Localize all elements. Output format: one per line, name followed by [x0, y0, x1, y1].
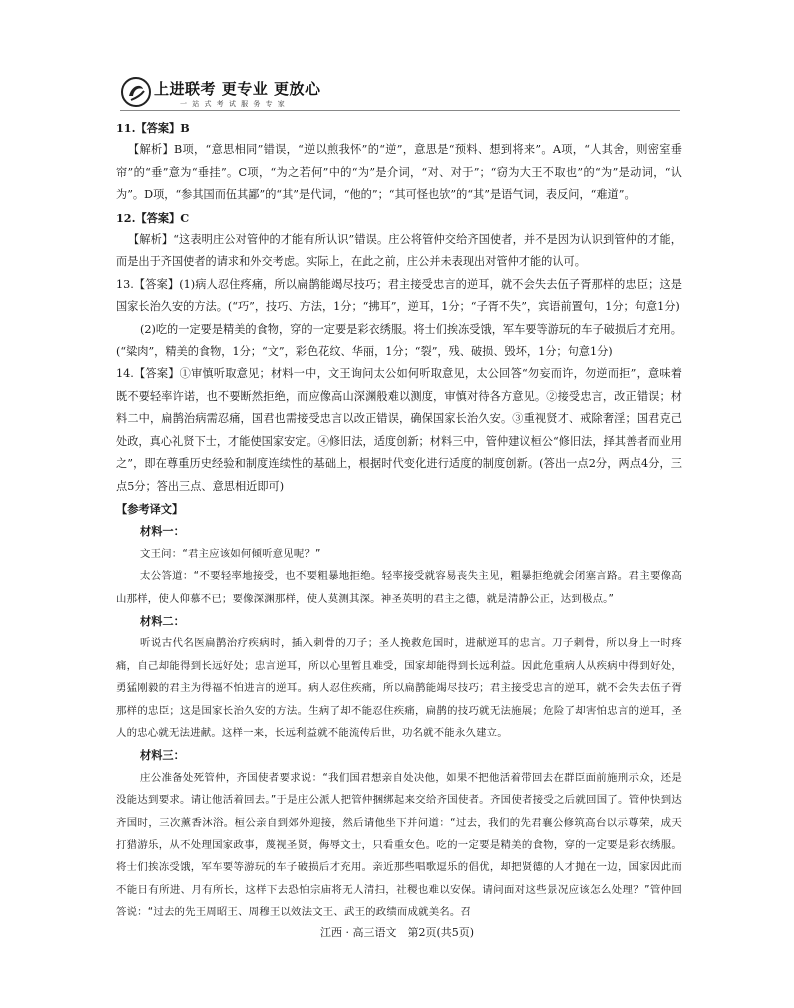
header-divider	[120, 110, 680, 111]
q14-answer: 14.【答案】①审慎听取意见；材料一中，文王询问太公如何听取意见，太公回答“勿妄而许，勿逆而拒”，意味着既不要轻率许诺，也不要断然拒绝，而应像高山深渊般难以测度，审慎对待各方意见。②接受忠言，改正错误；材料二中，扁鹊治病需忍痛，国君也需接受忠言以改正错误，确保国家长治久安。③重视贤才、戒除奢淫；国君克己处政，真心礼贤下士，才能使国家安定。④修旧法，适度创新；材料三中，管仲建议桓公“修旧法，择其善者而业用之”，即在尊重历史经验和制度连续性的基础上，根据时代变化进行适度的制度创新。(答出一点2分，两点4分，三点5分；答出三点、意思相近即可)	[116, 367, 682, 493]
material-1-para-1: 文王问：“君主应该如何倾听意见呢？”	[140, 547, 321, 560]
material-1-title: 材料一：	[140, 524, 185, 539]
brand-slogan: 上进联考 更专业 更放心	[154, 80, 321, 98]
translation-title: 【参考译文】	[116, 501, 184, 516]
q13-answer-2: (2)吃的一定要是精美的食物，穿的一定要是彩衣绣服。将士们挨冻受饿，军车要等游玩的车子破损后才充用。(“粱肉”，精美的食物，1分；“文”，彩色花纹、华丽，1分；“裂”，残、破损、毁坏，1分；句意1分)	[116, 322, 682, 359]
q11-analysis: 【解析】B项，“意思相同”错误，“逆以煎我怀”的“逆”，意思是“预料、想到将来”。A项，“人其舍，则密室垂帘”的“垂”意为“垂挂”。C项，“为之若何”中的“为”是介词，“对、对于”；“窃为大王不取也”的“为”是动词，“认为”。D项，“参其国而伍其鄙”的“其”是代词，“他的”；“其可怪也欤”的“其”是语气词，表反问，“难道”。	[116, 143, 682, 202]
logo-icon	[120, 76, 152, 108]
material-3-title: 材料三：	[140, 748, 185, 763]
q11-answer: 11.【答案】B	[116, 121, 190, 135]
material-2-title: 材料二：	[140, 613, 185, 628]
q13-answer-1: 13.【答案】(1)病人忍住疼痛，所以扁鹊能竭尽技巧；君主接受忠言的逆耳，就不会失去伍子胥那样的忠臣；这是国家长治久安的方法。(“巧”，技巧、方法，1分；“拂耳”，逆耳，1分；“子胥不失”，宾语前置句，1分；句意1分)	[116, 277, 682, 314]
q12-analysis: 【解析】“这表明庄公对管仲的才能有所认识”错误。庄公将管仲交给齐国使者，并不是因为认识到管仲的才能，而是出于齐国使者的请求和外交考虑。实际上，在此之前，庄公并未表现出对管仲才能的认可。	[116, 233, 682, 269]
material-1-para-2: 太公答道：“不要轻率地接受，也不要粗暴地拒绝。轻率接受就容易丧失主见，粗暴拒绝就会闭塞言路。君主要像高山那样，使人仰慕不已；要像深渊那样，使人莫测其深。神圣英明的君主之德，就是清静公正，达到极点。”	[116, 570, 682, 605]
q12-answer: 12.【答案】C	[116, 210, 190, 225]
material-2-para-1: 听说古代名医扁鹊治疗疾病时，插入刺骨的刀子；圣人挽救危国时，进献逆耳的忠言。刀子刺骨，所以身上一时疼痛，自己却能得到长远好处；忠言逆耳，所以心里暂且难受，国家却能得到长远利益。因此危重病人从疾病中得到好处，勇猛刚毅的君主为得福不怕进言的逆耳。病人忍住疾痛，所以扁鹊能竭尽技巧；君主接受忠言的逆耳，就不会失去伍子胥那样的忠臣；这是国家长治久安的方法。生病了却不能忍住疾痛，扁鹊的技巧就无法施展；危险了却害怕忠言的逆耳，圣人的忠心就无法进献。这样一来，长远利益就不能流传后世，功名就不能永久建立。	[116, 637, 682, 739]
material-3-para-1: 庄公准备处死管仲，齐国使者要求说：“我们国君想亲自处决他，如果不把他活着带回去在群臣面前施刑示众，还是没能达到要求。请让他活着回去。”于是庄公派人把管仲捆绑起来交给齐国使者。齐国使者接受之后就回国了。管仲快到达齐国时，三次薰香沐浴。桓公亲自到郊外迎接，然后请他坐下并问道：“过去，我们的先君襄公修筑高台以示尊荣，成天打猎游乐，从不处理国家政事，蔑视圣贤，侮辱文士，只看重女色。吃的一定要是精美的食物，穿的一定要是彩衣绣服。将士们挨冻受饿，军车要等游玩的车子破损后才充用。亲近那些唱歌逗乐的倡优，却把贤德的人才抛在一边，国家因此而不能日有所进、月有所长，这样下去恐怕宗庙将无人清扫，社稷也难以安保。请问面对这些景况应该怎么处理？”管仲回答说：“过去的先王周昭王、周穆王以效法文王、武王的政绩而成就美名。召	[116, 771, 682, 919]
page-footer: 江西 · 高三语文 第2页(共5页)	[319, 926, 475, 939]
answer-content	[116, 117, 682, 924]
brand-tagline: 一 站 式 考 试 服 务 专 家	[180, 100, 287, 108]
